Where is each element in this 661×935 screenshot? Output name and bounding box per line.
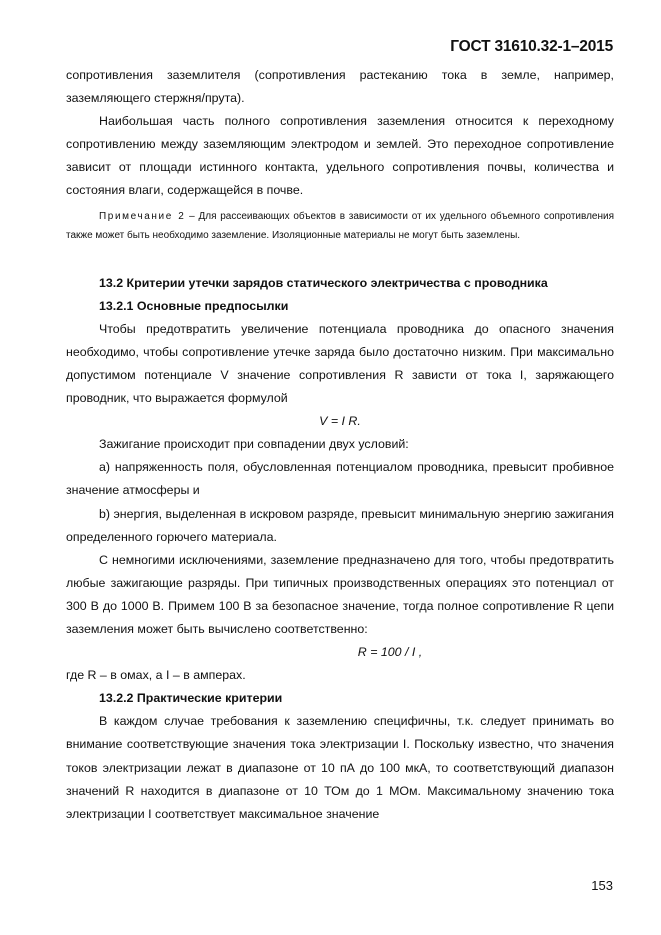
list-item-a: а) напряженность поля, обусловленная потенциалом проводника, превысит пробивное значение атмосферы и (66, 460, 614, 498)
paragraph-leakage-resistance: Чтобы предотвратить увеличение потенциала проводника до опасного значения необходимо, чтобы сопротивление утечке заряда было достаточно низким. При максимально допустимом потенциале V значение сопротивления R зависти от тока I, заряжающего проводник, что выражается формулой (66, 321, 614, 406)
formula-v-equals-ir: V = I R. (319, 414, 361, 429)
note-label: Примечание 2 (99, 210, 186, 222)
section-heading-13-2-2: 13.2.2 Практические критерии (99, 691, 283, 706)
section-heading-13-2: 13.2 Критерии утечки зарядов статического электричества с проводника (99, 275, 548, 290)
section-heading-13-2-1: 13.2.1 Основные предпосылки (99, 298, 289, 313)
note-2 (66, 207, 614, 246)
list-item-b: b) энергия, выделенная в искровом разряде, превысит минимальную энергию зажигания определенного горючего материала. (66, 506, 614, 544)
note-text: – Для рассеивающих объектов в зависимости от их удельного объемного сопротивления также может быть необходимо заземление. Изоляционные материалы не могут быть заземлены. (66, 210, 615, 242)
paragraph-grounding-purpose: С немногими исключениями, заземление предназначено для того, чтобы предотвратить любые зажигающие разряды. При типичных производственных операциях это потенциал от 300 В до 1000 В. Примем 100 В за безопасное значение, тогда полное сопротивление R цепи заземления может быть вычислено соответственно: (66, 552, 614, 636)
paragraph-units: где R – в омах, а I – в амперах. (66, 668, 246, 683)
paragraph-practical-criteria: В каждом случае требования к заземлению специфичны, т.к. следует принимать во внимание соответствующие значения тока электризации I. Поскольку известно, что значения токов электризации лежат в диапазоне от 10 пА до 100 мкА, то соответствующий диапазон значений R находится в диапазоне от 10 ТОм до 1 МОм. Максимальному значению тока электризации I соответствует максимальное значение (66, 714, 614, 821)
formula-r-equals-100-over-i: R = 100 / I , (357, 645, 423, 660)
document-code-header: ГОСТ 31610.32-1–2015 (450, 38, 613, 55)
paragraph-ignition-conditions: Зажигание происходит при совпадении двух условий: (99, 437, 409, 452)
document-body (66, 64, 614, 826)
page-number: 153 (591, 878, 613, 893)
paragraph-transition-resistance: Наибольшая часть полного сопротивления заземления относится к переходному сопротивлению между заземляющим электродом и землей. Это переходное сопротивление зависит от площади истинного контакта, удельного сопротивления почвы, количества и состояния влаги, содержащейся в почве. (66, 114, 614, 198)
paragraph-continuation: сопротивления заземлителя (сопротивления растеканию тока в земле, например, заземляющего стержня/прута). (66, 68, 614, 106)
